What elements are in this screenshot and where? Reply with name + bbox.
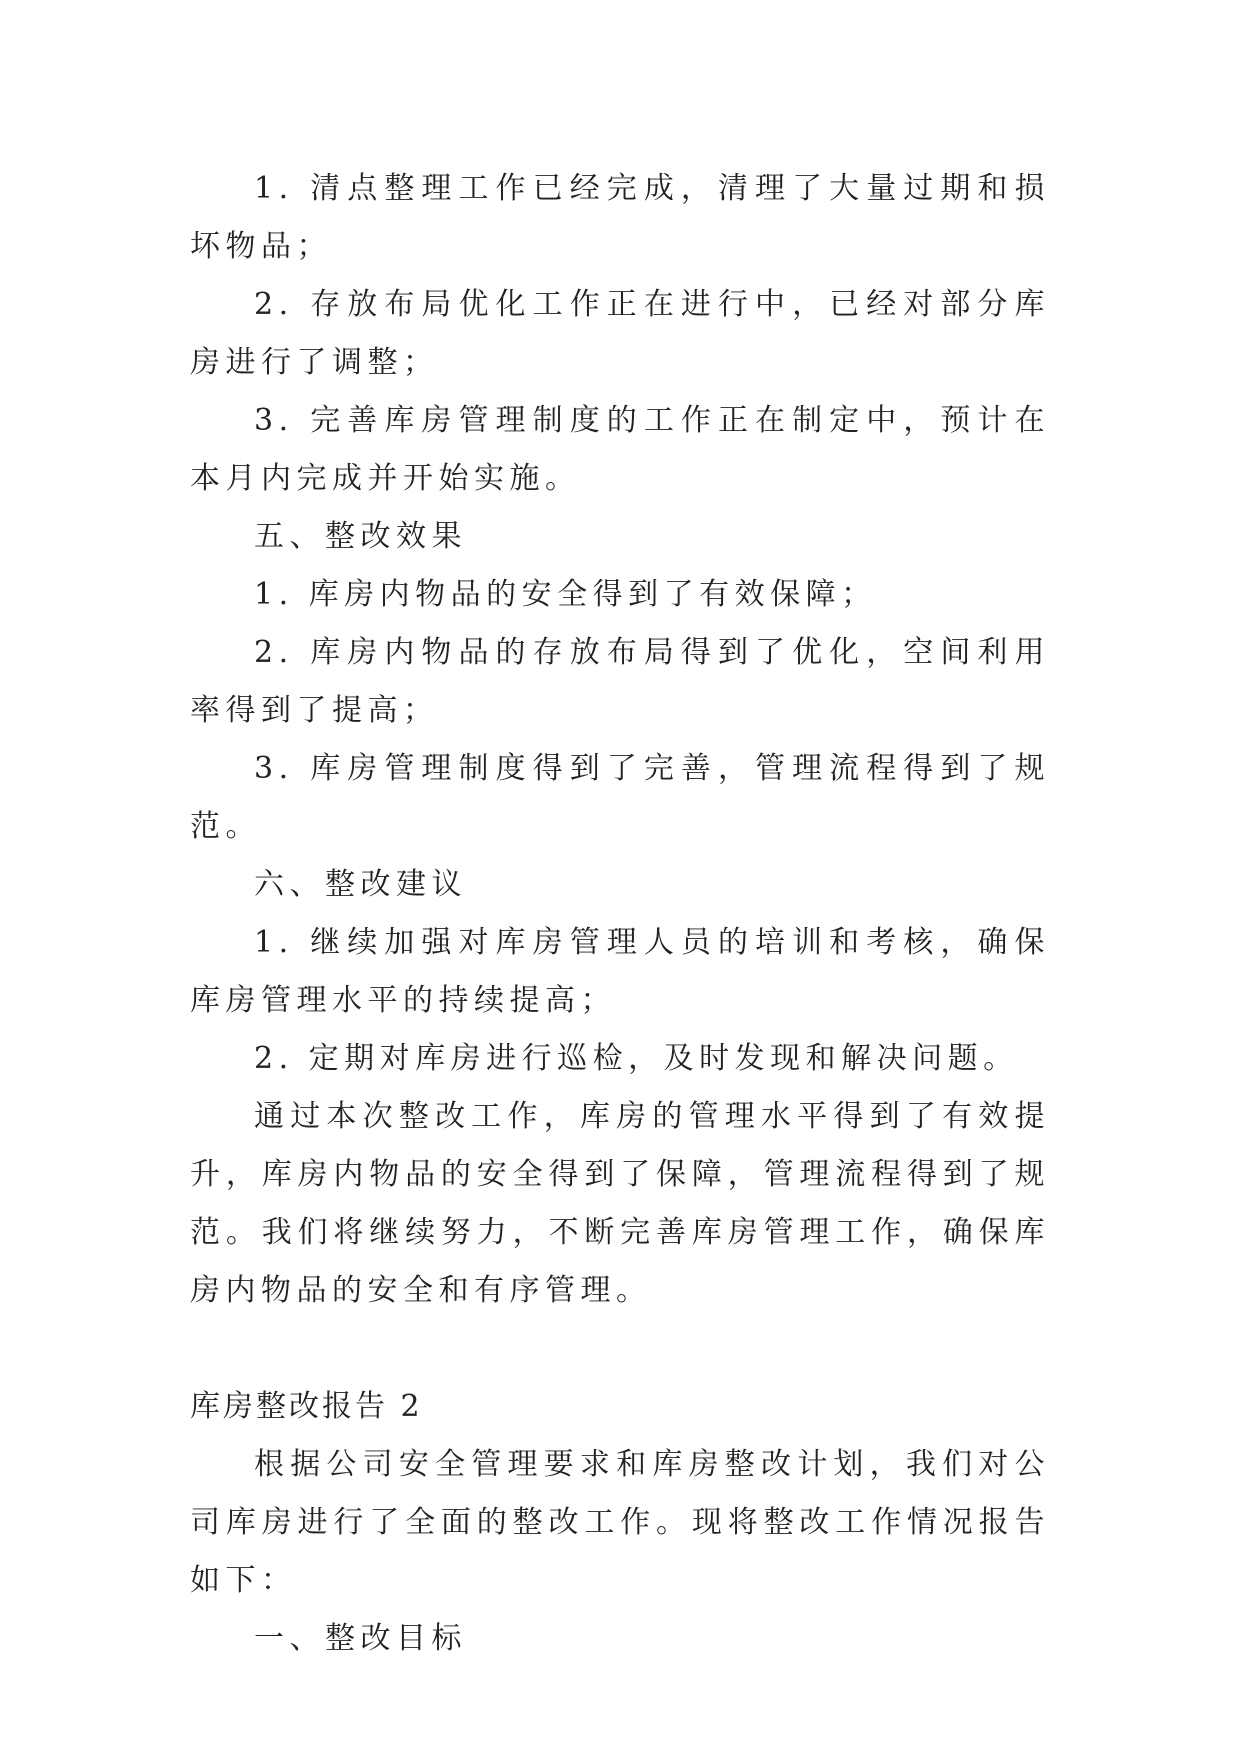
result-item-2: 2. 库房内物品的存放布局得到了优化，空间利用率得到了提高； (190, 635, 1050, 728)
report-2-title: 库房整改报告 2 (190, 1389, 423, 1424)
result-item-1: 1. 库房内物品的安全得到了有效保障； (254, 577, 877, 612)
section-heading-results: 五、整改效果 (254, 519, 467, 554)
progress-item-3: 3. 完善库房管理制度的工作正在制定中，预计在本月内完成并开始实施。 (190, 403, 1050, 496)
progress-item-2: 2. 存放布局优化工作正在进行中，已经对部分库房进行了调整； (190, 287, 1050, 380)
report-2-intro: 根据公司安全管理要求和库房整改计划，我们对公司库房进行了全面的整改工作。现将整改工作情况报告如下： (190, 1447, 1050, 1598)
conclusion-paragraph: 通过本次整改工作，库房的管理水平得到了有效提升，库房内物品的安全得到了保障，管理流程得到了规范。我们将继续努力，不断完善库房管理工作，确保库房内物品的安全和有序管理。 (190, 1099, 1050, 1308)
result-item-3: 3. 库房管理制度得到了完善，管理流程得到了规范。 (190, 751, 1050, 844)
section-spacer (190, 1320, 1050, 1378)
section-heading-goals: 一、整改目标 (254, 1621, 467, 1656)
document-body (190, 160, 1050, 1668)
progress-item-1: 1. 清点整理工作已经完成，清理了大量过期和损坏物品； (190, 171, 1050, 264)
suggestion-item-1: 1. 继续加强对库房管理人员的培训和考核，确保库房管理水平的持续提高； (190, 925, 1050, 1018)
section-heading-suggestions: 六、整改建议 (254, 867, 467, 902)
suggestion-item-2: 2. 定期对库房进行巡检，及时发现和解决问题。 (254, 1041, 1019, 1076)
